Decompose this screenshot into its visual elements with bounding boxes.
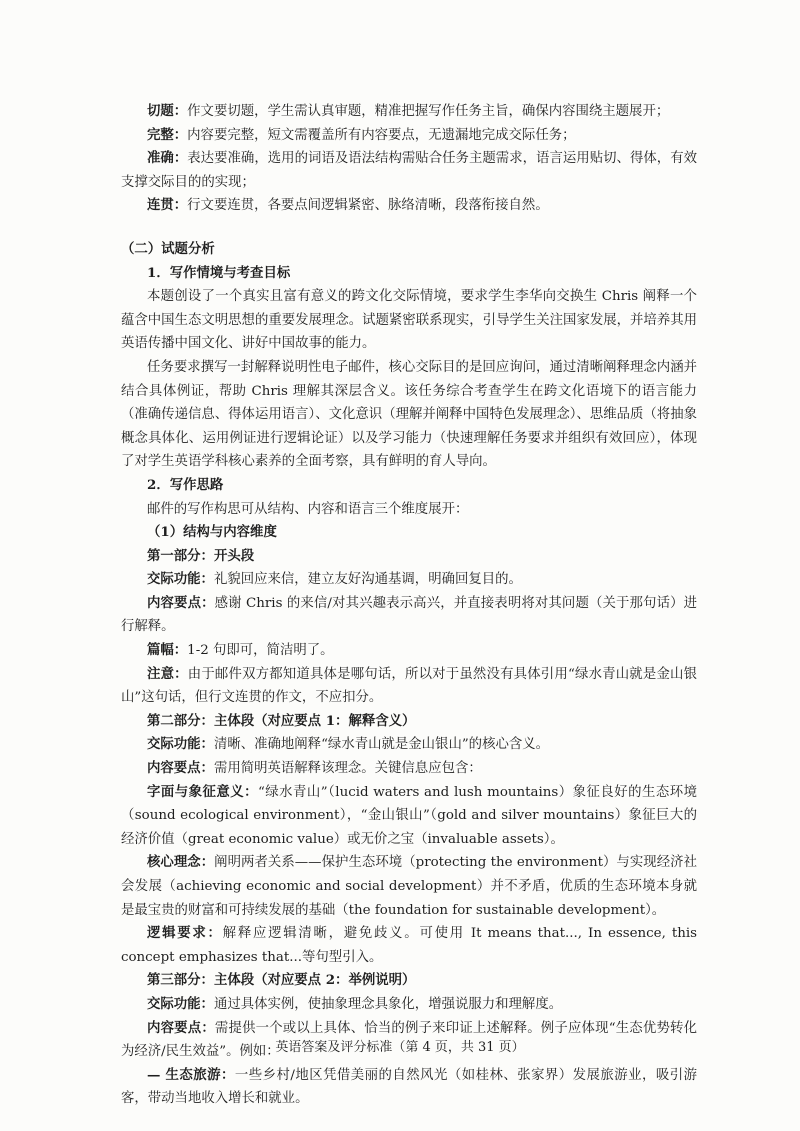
criterion-label: 准确：	[147, 150, 188, 167]
paragraph: 本题创设了一个真实且富有意义的跨文化交际情境，要求学生李华向交换生 Chris 阐释一个蕴含中国生态文明思想的重要发展理念。试题紧密联系现实，引导学生关注国家发展，并培养其用英语传播中国文化、讲好中国故事的能力。	[121, 289, 697, 352]
criterion-text: 行文要连贯，各要点间逻辑紧密、脉络清晰，段落衔接自然。	[187, 198, 549, 214]
document-body	[121, 100, 697, 1111]
part-item	[121, 757, 697, 781]
item-text: “绿水青山”（lucid waters and lush mountains）象征良好的生态环境（sound ecological environment），“金山银山”（gold and silver mountains）象征巨大的经济价值（great economic value）或无价之宝（invaluable assets）。	[121, 784, 697, 847]
part-item	[121, 781, 697, 852]
part-item	[121, 592, 697, 639]
item-text: 需用简明英语解释该理念。关键信息应包含：	[213, 761, 482, 777]
item-label: 核心理念：	[147, 854, 215, 871]
item-text: 解释应逻辑清晰，避免歧义。可使用 It means that..., In essence, this concept emphasizes that...等句型引入。	[121, 926, 697, 965]
item-text: 一些乡村/地区凭借美丽的自然风光（如桂林、张家界）发展旅游业，吸引游客，带动当地收入增长和就业。	[121, 1067, 697, 1107]
item-text: 需提供一个或以上具体、恰当的例子来印证上述解释。例子应体现“生态优势转化为经济/民生效益”。例如：	[121, 1020, 698, 1060]
item-text: 通过具体实例，使抽象理念具象化，增强说服力和理解度。	[213, 996, 563, 1012]
item-label: 篇幅：	[147, 642, 188, 659]
item-label: 内容要点：	[147, 760, 214, 777]
subsection-heading: 2．写作思路	[147, 476, 224, 493]
item-text: 清晰、准确地阐释“绿水青山就是金山银山”的核心含义。	[213, 737, 550, 753]
subsection-heading: （1）结构与内容维度	[147, 524, 277, 541]
section-heading: （二）试题分析	[121, 240, 215, 257]
subsection-heading: 1．写作情境与考查目标	[147, 264, 291, 281]
item-label: 字面与象征意义：	[147, 783, 258, 800]
part-item	[121, 851, 697, 922]
part-item	[121, 1064, 697, 1111]
item-label: 内容要点：	[147, 594, 215, 611]
item-label: 注意：	[147, 665, 188, 682]
item-label: — 生态旅游：	[147, 1066, 235, 1083]
part-title: 第一部分：开头段	[147, 547, 255, 564]
criterion-label: 完整：	[147, 126, 188, 143]
criterion-text: 内容要完整，短文需覆盖所有内容要点，无遗漏地完成交际任务；	[187, 127, 576, 143]
paragraph: 邮件的写作构思可从结构、内容和语言三个维度展开：	[147, 501, 469, 517]
part-item	[121, 639, 697, 663]
part-item	[121, 568, 697, 592]
item-label: 交际功能：	[147, 995, 214, 1012]
item-text: 1-2 句即可，简洁明了。	[187, 643, 334, 659]
criterion-relevance	[121, 100, 697, 124]
criterion-label: 切题：	[147, 103, 188, 119]
part-title: 第二部分：主体段（对应要点 1：解释含义）	[147, 712, 416, 729]
part-item	[121, 733, 697, 757]
part-item	[121, 922, 697, 969]
criterion-text: 表达要准确，选用的词语及语法结构需贴合任务主题需求，语言运用贴切、得体，有效支撑交际目的的实现；	[121, 151, 698, 190]
item-label: 交际功能：	[147, 571, 214, 588]
item-text: 感谢 Chris 的来信/对其兴趣表示高兴，并直接表明将对其问题（关于那句话）进行解释。	[121, 595, 697, 635]
criterion-text: 作文要切题，学生需认真审题，精准把握写作任务主旨，确保内容围绕主题展开；	[187, 104, 670, 119]
item-text: 阐明两者关系——保护生态环境（protecting the environment）与实现经济社会发展（achieving economic and social development）并不矛盾，优质的生态环境本身就是最宝贵的财富和可持续发展的基础（the foundation for sustainable development）。	[121, 855, 697, 918]
item-label: 内容要点：	[147, 1019, 215, 1036]
page-footer: 英语答案及评分标准（第 4 页，共 31 页）	[275, 1040, 525, 1055]
criterion-label: 连贯：	[147, 197, 188, 214]
item-text: 礼貌回应来信，建立友好沟通基调，明确回复目的。	[213, 572, 522, 588]
criterion-accuracy	[121, 147, 697, 194]
part-title: 第三部分：主体段（对应要点 2：举例说明）	[147, 972, 416, 989]
item-text: 由于邮件双方都知道具体是哪句话，所以对于虽然没有具体引用“绿水青山就是金山银山”这句话，但行文连贯的作文，不应扣分。	[121, 666, 698, 706]
paragraph: 任务要求撰写一封解释说明性电子邮件，核心交际目的是回应询问，通过清晰阐释理念内涵并结合具体例证，帮助 Chris 理解其深层含义。该任务综合考查学生在跨文化语境下的语言能力（准确传递信息、得体运用语言）、文化意识（理解并阐释中国特色发展理念）、思维品质（将抽象概念具体化、运用例证进行逻辑论证）以及学习能力（快速理解任务要求并组织有效回应），体现了对学生英语学科核心素养的全面考察，具有鲜明的育人导向。	[121, 359, 697, 470]
criterion-coherence	[121, 194, 697, 218]
criterion-completeness	[121, 124, 697, 148]
part-item	[121, 663, 697, 710]
item-label: 交际功能：	[147, 736, 214, 753]
item-label: 逻辑要求：	[147, 925, 223, 942]
part-item	[121, 993, 697, 1017]
